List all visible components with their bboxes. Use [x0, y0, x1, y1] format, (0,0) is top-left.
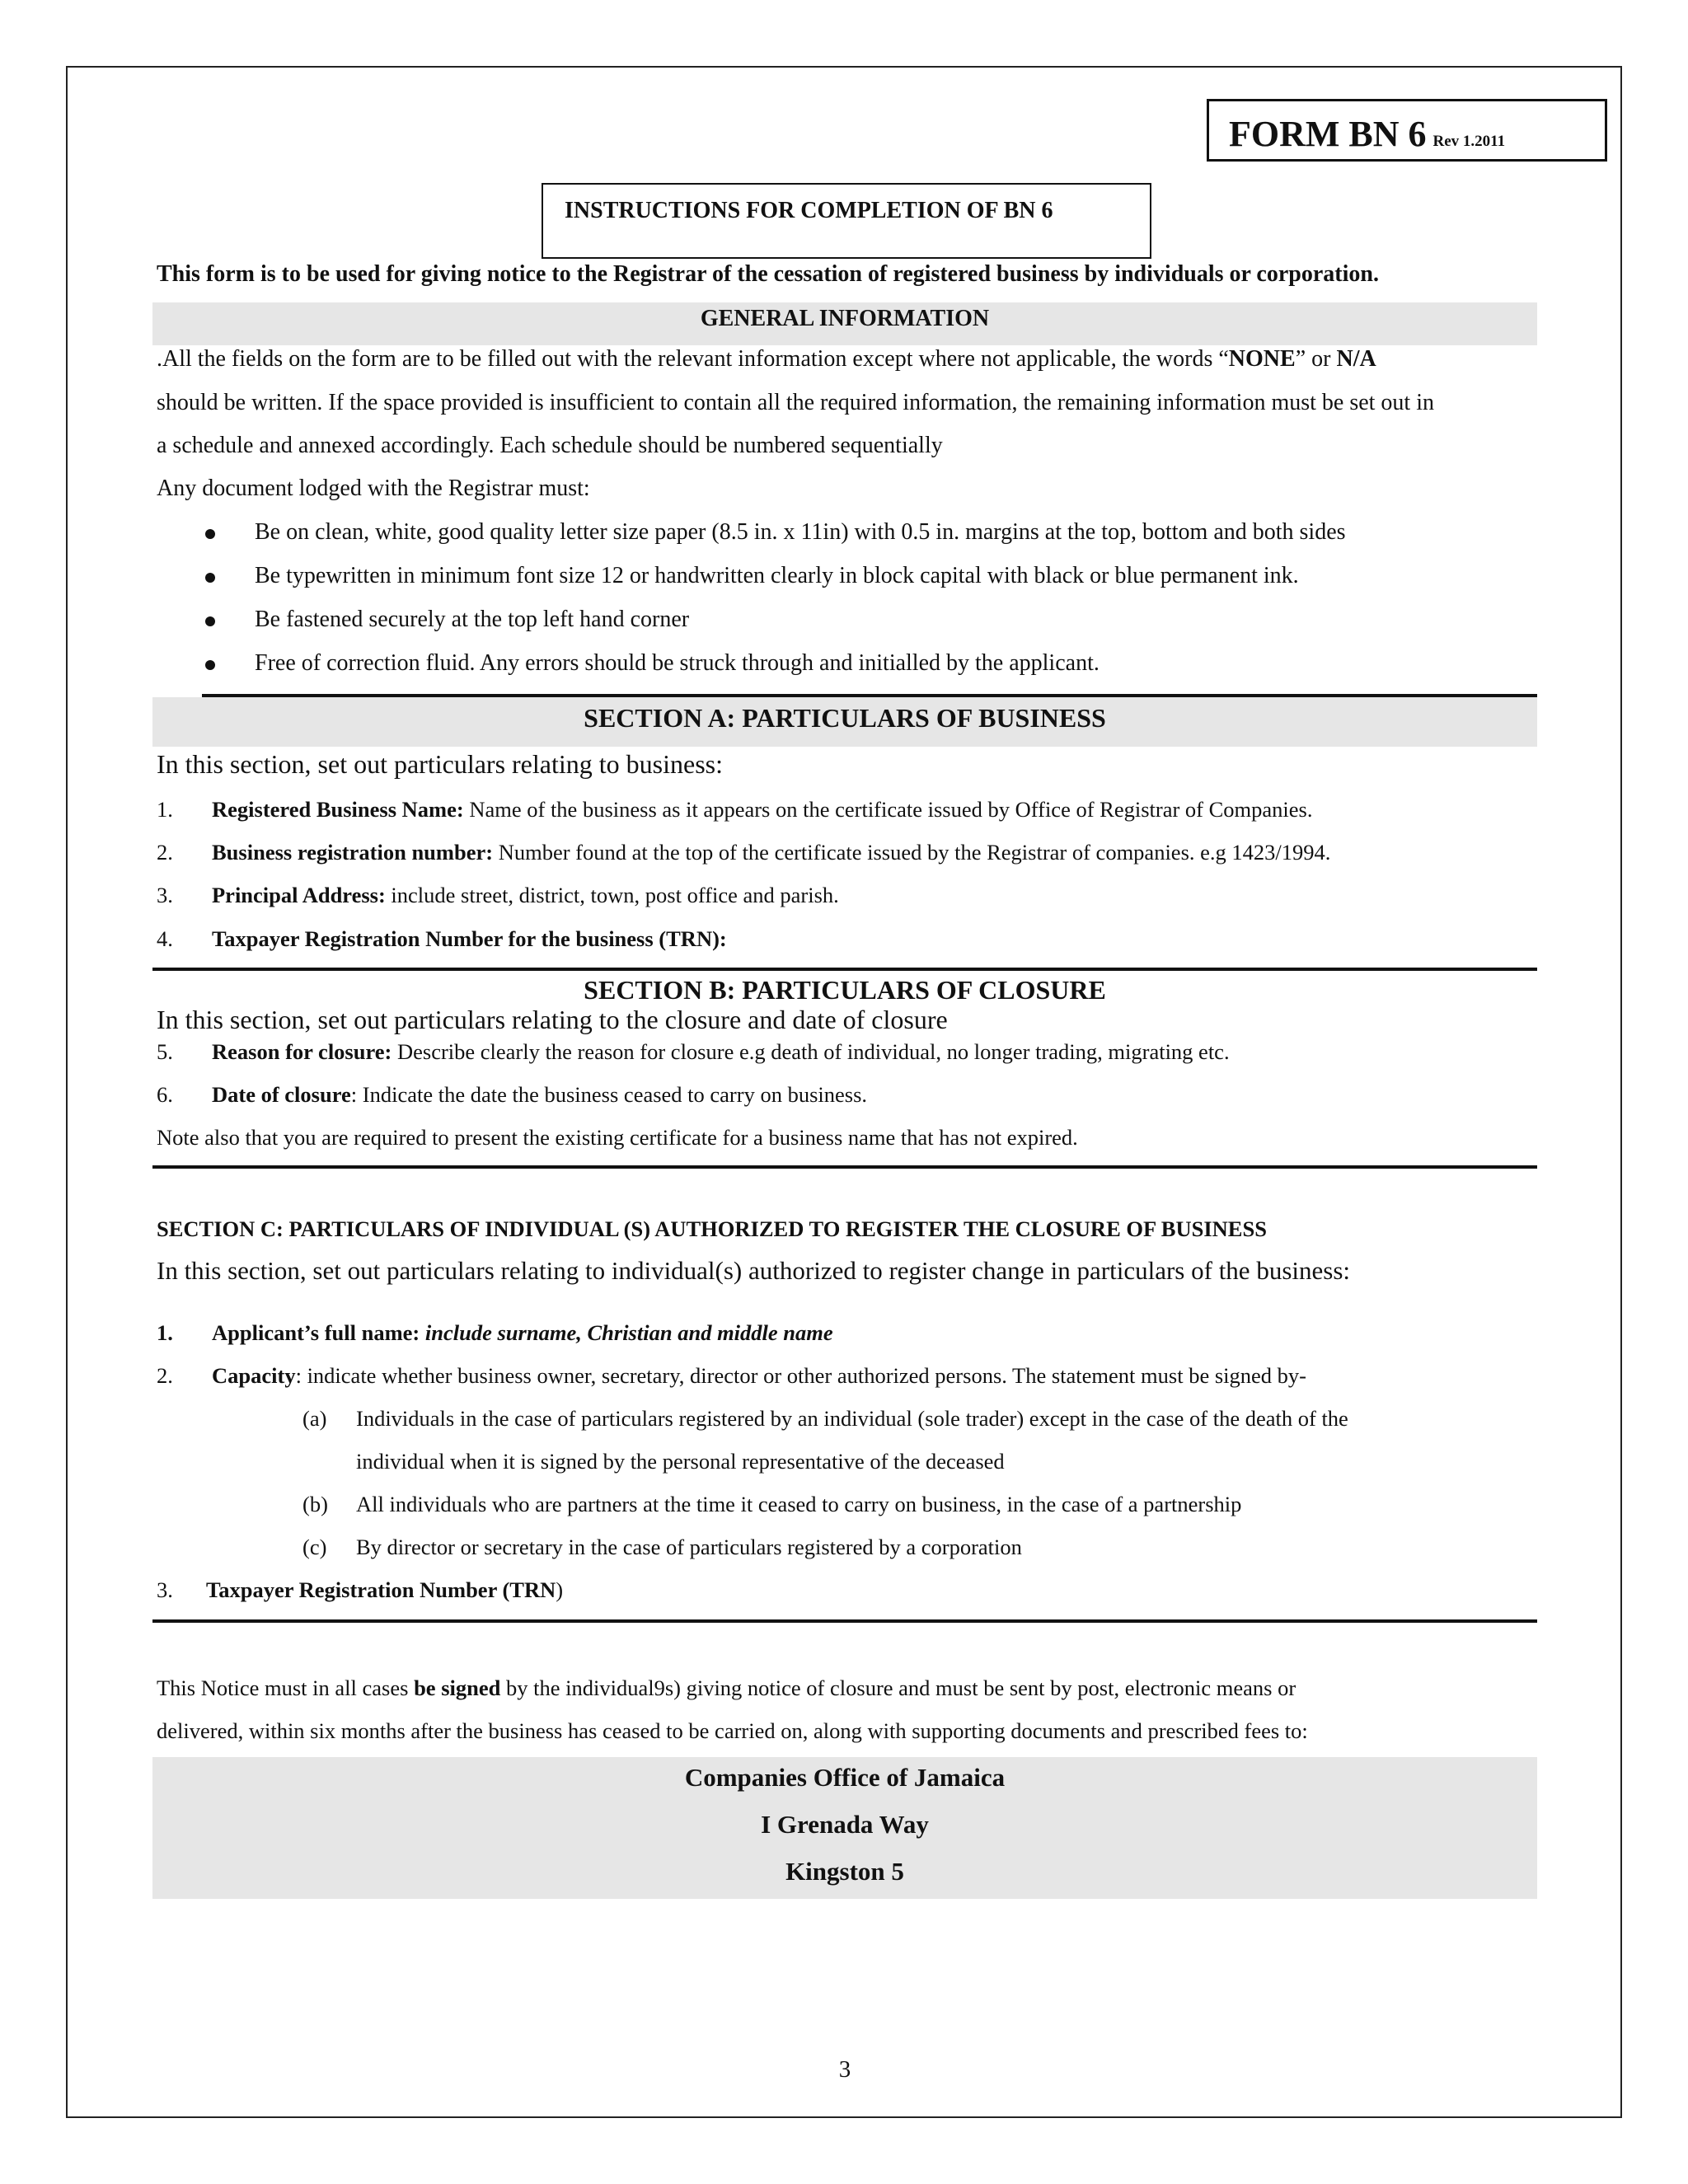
na-keyword: N/A — [1336, 346, 1376, 372]
none-keyword: NONE — [1228, 346, 1296, 372]
item-text: Number found at the top of the certificate issued by the Registrar of companies. e.g 1423/1994. — [493, 840, 1331, 865]
closing-line-1 — [157, 1676, 1296, 1700]
requirement-bullet: Be fastened securely at the top left hand corner — [255, 607, 690, 632]
section-a-item-1 — [212, 798, 1312, 822]
item-text: Name of the business as it appears on the certificate issued by Office of Registrar of Companies. — [463, 797, 1313, 822]
closing-line-2: delivered, within six months after the business has ceased to be carried on, along with supporting documents and prescribed fees to: — [157, 1718, 1308, 1743]
form-title-box — [1207, 99, 1607, 162]
form-revision: Rev 1.2011 — [1432, 133, 1506, 150]
item-label: Reason for closure: — [212, 1039, 392, 1064]
item-number: 1. — [157, 797, 173, 822]
item-number: 3. — [157, 883, 173, 907]
bullet-icon — [205, 616, 215, 626]
item-label: Date of closure — [212, 1082, 351, 1107]
item-text: ) — [556, 1577, 564, 1602]
sub-item-text: All individuals who are partners at the time it ceased to carry on business, in the case of a partnership — [356, 1492, 1242, 1516]
section-b-item-5 — [212, 1040, 1230, 1064]
requirement-bullet: Free of correction fluid. Any errors should be struck through and initialled by the applicant. — [255, 650, 1100, 676]
sub-item-letter: (b) — [302, 1492, 328, 1516]
form-title-text: FORM BN 6 — [1229, 114, 1427, 154]
item-text: : Indicate the date the business ceased to carry on business. — [350, 1082, 868, 1107]
item-text: : indicate whether business owner, secretary, director or other authorized persons. The statement must be signed by- — [295, 1363, 1306, 1388]
closing-text: This Notice must in all cases — [157, 1675, 415, 1700]
general-line-4: Any document lodged with the Registrar must: — [157, 476, 590, 501]
requirement-bullet: Be on clean, white, good quality letter size paper (8.5 in. x 11in) with 0.5 in. margins at the top, bottom and both sides — [255, 519, 1346, 545]
section-b-intro: In this section, set out particulars relating to the closure and date of closure — [157, 1005, 948, 1034]
section-b-item-6 — [212, 1083, 867, 1107]
sub-item-letter: (c) — [302, 1535, 327, 1559]
section-c-heading: SECTION C: PARTICULARS OF INDIVIDUAL (S) AUTHORIZED TO REGISTER THE CLOSURE OF BUSINESS — [157, 1216, 1267, 1241]
intro-text: This form is to be used for giving notice to the Registrar of the cessation of registered business by individuals or corporation. — [157, 261, 1379, 287]
sub-item-letter: (a) — [302, 1406, 327, 1431]
section-a-item-2 — [212, 841, 1330, 865]
item-number: 3. — [157, 1577, 173, 1602]
item-label: Principal Address: — [212, 883, 386, 907]
section-a-item-3 — [212, 883, 839, 907]
general-line-1-text: .All the fields on the form are to be filled out with the relevant information except where not applicable, the words “ — [157, 346, 1229, 372]
section-a-intro: In this section, set out particulars relating to business: — [157, 749, 723, 779]
general-line-3: a schedule and annexed accordingly. Each schedule should be numbered sequentially — [157, 433, 943, 458]
requirement-bullet: Be typewritten in minimum font size 12 or handwritten clearly in block capital with black or blue permanent ink. — [255, 563, 1299, 588]
general-line-1 — [157, 347, 1376, 373]
address-line-3: Kingston 5 — [785, 1857, 904, 1886]
item-number: 2. — [157, 840, 173, 865]
item-number: 2. — [157, 1363, 173, 1388]
section-a-heading: SECTION A: PARTICULARS OF BUSINESS — [584, 703, 1106, 733]
sub-item-text: Individuals in the case of particulars registered by an individual (sole trader) except in the case of the death of the — [356, 1406, 1348, 1431]
item-number: 4. — [157, 926, 173, 951]
bullet-icon — [205, 660, 215, 670]
address-line-2: I Grenada Way — [761, 1810, 929, 1839]
item-number: 1. — [157, 1320, 173, 1345]
item-number: 5. — [157, 1039, 173, 1064]
sub-item-text: individual when it is signed by the personal representative of the deceased — [356, 1449, 1005, 1474]
closing-text: by the individual9s) giving notice of closure and must be sent by post, electronic means or — [500, 1675, 1296, 1700]
item-text: include street, district, town, post office and parish. — [385, 883, 839, 907]
page-number: 3 — [838, 2056, 851, 2083]
section-c-bottom-rule — [152, 1619, 1537, 1623]
item-label: Taxpayer Registration Number for the business (TRN): — [212, 926, 727, 951]
item-label: Taxpayer Registration Number (TRN — [206, 1577, 556, 1602]
section-a-item-4 — [212, 927, 727, 951]
bullet-icon — [205, 573, 215, 583]
section-c-item-2 — [212, 1364, 1306, 1388]
general-info-heading: GENERAL INFORMATION — [700, 306, 990, 331]
item-hint: include surname, Christian and middle name — [424, 1320, 833, 1345]
instructions-title: INSTRUCTIONS FOR COMPLETION OF BN 6 — [565, 198, 1053, 223]
section-b-note: Note also that you are required to present the existing certificate for a business name that has not expired. — [157, 1125, 1078, 1150]
item-label: Registered Business Name: — [212, 797, 464, 822]
item-label: Capacity — [212, 1363, 296, 1388]
section-b-heading: SECTION B: PARTICULARS OF CLOSURE — [584, 975, 1106, 1005]
section-b-top-rule — [152, 968, 1537, 971]
form-title — [1229, 113, 1505, 155]
section-b-bottom-rule — [152, 1165, 1537, 1169]
general-line-1-or: ” or — [1295, 346, 1337, 372]
bullet-icon — [205, 529, 215, 539]
section-c-intro: In this section, set out particulars relating to individual(s) authorized to register change in particulars of the business: — [157, 1256, 1350, 1285]
item-number: 6. — [157, 1082, 173, 1107]
item-label: Business registration number: — [212, 840, 494, 865]
closing-emphasis: be signed — [414, 1675, 501, 1700]
item-text: Describe clearly the reason for closure e.g death of individual, no longer trading, migrating etc. — [392, 1039, 1230, 1064]
general-line-2: should be written. If the space provided is insufficient to contain all the required information, the remaining information must be set out in — [157, 390, 1434, 415]
sub-item-text: By director or secretary in the case of particulars registered by a corporation — [356, 1535, 1022, 1559]
section-c-item-3 — [206, 1578, 563, 1602]
address-line-1: Companies Office of Jamaica — [684, 1763, 1006, 1792]
item-label: Applicant’s full name: — [212, 1320, 425, 1345]
instructions-title-box — [542, 183, 1151, 259]
section-c-item-1 — [212, 1321, 833, 1345]
